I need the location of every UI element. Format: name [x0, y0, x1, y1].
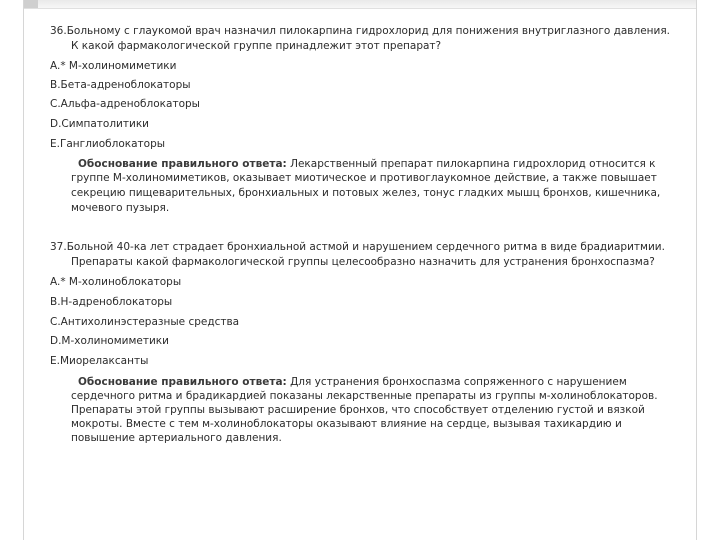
q37-rationale-line5: повышение артериального давления. [71, 432, 282, 444]
q37-rationale-line3: Препараты этой группы вызывают расширение бронхов, что способствует отделению густой и вязкой [71, 404, 645, 416]
q36-rationale-text: Лекарственный препарат пилокарпина гидрохлорид относится к [290, 158, 656, 170]
page-frame-left-border [23, 0, 24, 540]
q36-rationale-label: Обоснование правильного ответа: [78, 158, 287, 170]
q36-rationale-line3: секрецию пищеварительных, бронхиальных и потовых желез, тонус гладких мышц бронхов, кишечника, [71, 187, 661, 199]
q36-option-b: B.Бета-адреноблокаторы [50, 79, 191, 91]
q37-rationale-line2: сердечного ритма и брадикардией показаны лекарственные препараты из группы м-холиноблокаторов. [71, 390, 658, 402]
q37-rationale-text: Для устранения бронхоспазма сопряженного с нарушением [290, 376, 627, 388]
q36-option-d: D.Симпатолитики [50, 118, 149, 130]
q37-option-b: B.Н-адреноблокаторы [50, 296, 173, 308]
q37-rationale-line1 [78, 376, 627, 389]
q36-rationale-line2: группе М-холиномиметиков, оказывает миотическое и противоглаукомное действие, а также повышает [71, 172, 657, 184]
page-frame-right-border [696, 0, 697, 540]
page-top-rule [24, 0, 696, 9]
question-37-text-line2: Препараты какой фармакологической группы целесообразно назначить для устранения бронхоспазма? [71, 256, 655, 268]
q36-option-a: A.* М-холиномиметики [50, 60, 177, 72]
q36-rationale-line1 [78, 158, 655, 171]
q36-option-c: C.Альфа-адреноблокаторы [50, 98, 200, 110]
q37-option-c: C.Антихолинэстеразные средства [50, 316, 240, 328]
q37-option-e: E.Миорелаксанты [50, 355, 149, 367]
q37-option-a: A.* М-холиноблокаторы [50, 276, 182, 288]
question-36-text-line1: 36.Больному с глаукомой врач назначил пилокарпина гидрохлорид для понижения внутриглазного давления. [50, 25, 670, 37]
page-corner-notch [24, 0, 38, 8]
q36-rationale-line4: мочевого пузыря. [71, 202, 170, 214]
q37-option-d: D.М-холиномиметики [50, 335, 169, 347]
question-36-text-line2: К какой фармакологической группе принадлежит этот препарат? [71, 40, 442, 52]
q36-option-e: E.Ганглиоблокаторы [50, 138, 166, 150]
q37-rationale-line4: мокроты. Вместе с тем м-холиноблокаторы оказывают влияние на сердце, вызывая тахикардию и [71, 418, 622, 430]
q37-rationale-label: Обоснование правильного ответа: [78, 376, 287, 388]
question-37-text-line1: 37.Больной 40-ка лет страдает бронхиальной астмой и нарушением сердечного ритма в виде брадиаритмии. [50, 241, 665, 253]
